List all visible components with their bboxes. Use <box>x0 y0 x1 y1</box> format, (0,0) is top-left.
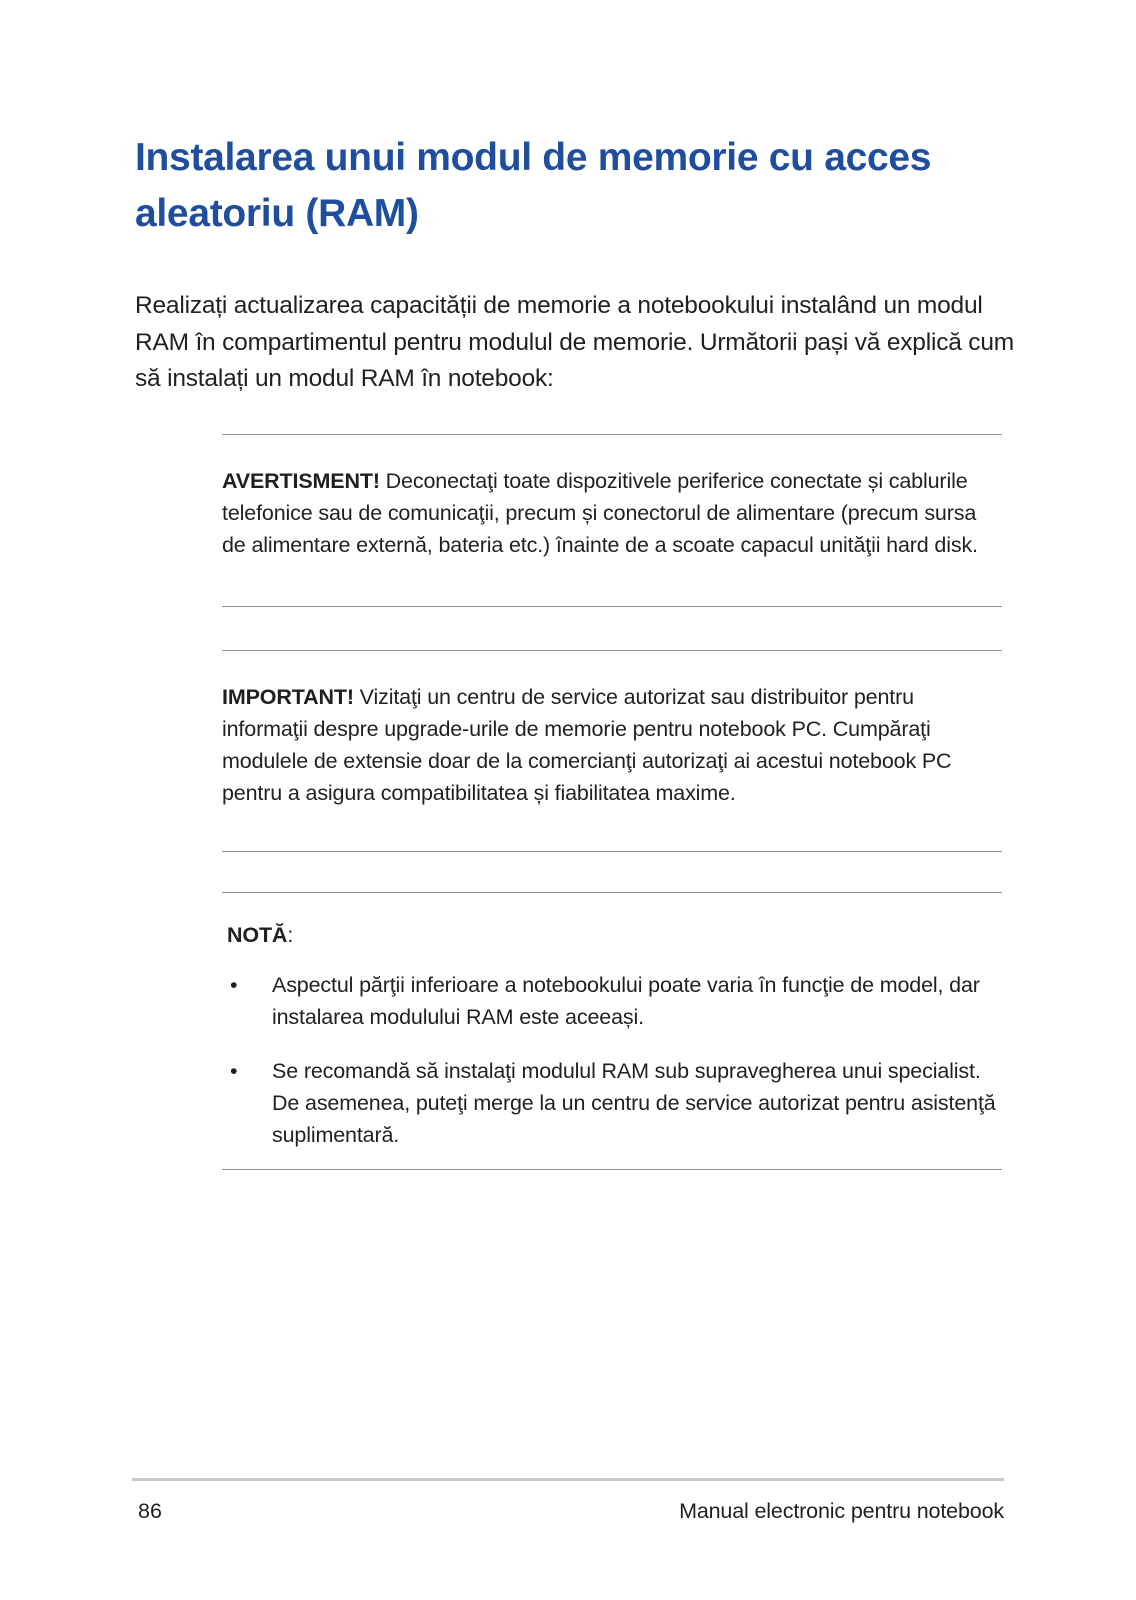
intro-paragraph: Realizați actualizarea capacității de memorie a notebookului instalând un modul RAM în compartimentul pentru modulul de memorie. Următorii pași vă explică cum să instalați un modul RAM în notebook: <box>135 292 1014 392</box>
bullet-icon: • <box>230 1059 238 1083</box>
page-number: 86 <box>138 1499 162 1523</box>
note-label: NOTĂ <box>227 923 288 947</box>
important-notice <box>222 650 1002 852</box>
note-list-item <box>222 969 1002 1033</box>
footer-divider <box>132 1478 1004 1481</box>
note-list-item <box>222 1055 1002 1151</box>
important-paragraph <box>222 681 1002 809</box>
warning-notice <box>222 434 1002 607</box>
footer-manual-title: Manual electronic pentru notebook <box>679 1499 1004 1523</box>
note-item-text: Aspectul părţii inferioare a notebookului poate varia în funcţie de model, dar instalarea modulului RAM este aceeași. <box>272 973 980 1029</box>
warning-text: Deconectaţi toate dispozitivele periferice conectate și cablurile telefonice sau de comunicaţii, precum și conectorul de alimentare (precum sursa de alimentare externă, bateria etc.) înainte de a scoate capacul unităţii hard disk. <box>222 469 978 557</box>
page-title: Instalarea unui modul de memorie cu acces aleatoriu (RAM) <box>135 136 932 235</box>
note-notice <box>222 892 1002 1170</box>
note-heading <box>227 919 1002 951</box>
note-colon: : <box>287 923 294 947</box>
bullet-icon: • <box>230 973 238 997</box>
important-text: Vizitaţi un centru de service autorizat sau distribuitor pentru informaţii despre upgrade-urile de memorie pentru notebook PC. Cumpăraţi modulele de extensie doar de la comercianţi autorizaţi ai acestui notebook PC pentru a asigura compatibilitatea și fiabilitatea maxime. <box>222 685 952 805</box>
note-item-text: Se recomandă să instalaţi modulul RAM sub supravegherea unui specialist. De asemenea, puteţi merge la un centru de service autorizat pentru asistenţă suplimentară. <box>272 1059 996 1147</box>
important-label: IMPORTANT! <box>222 685 354 709</box>
note-list <box>222 969 1002 1151</box>
warning-label: AVERTISMENT! <box>222 469 380 493</box>
warning-paragraph <box>222 465 1002 561</box>
